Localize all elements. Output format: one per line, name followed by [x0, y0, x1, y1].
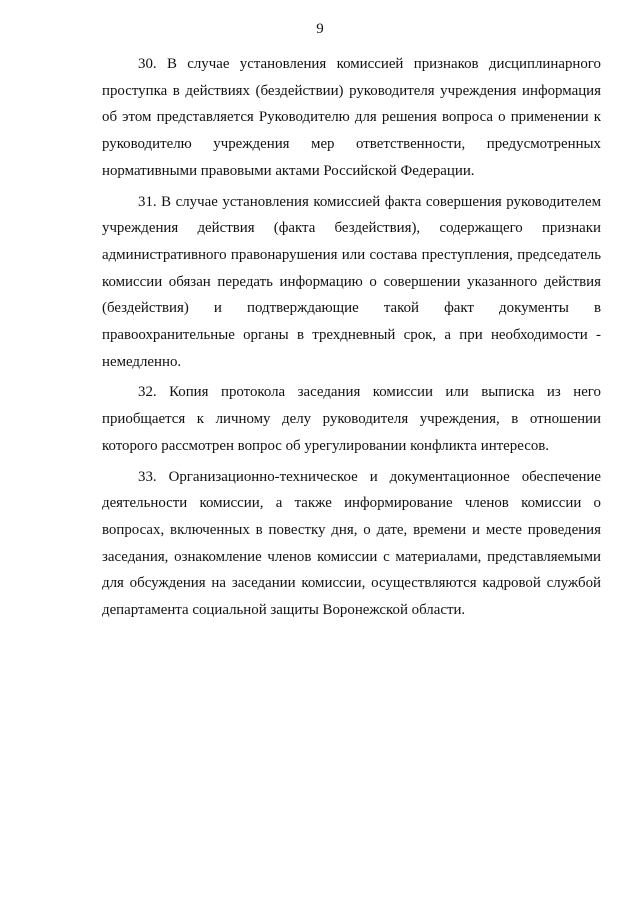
document-body — [102, 51, 601, 628]
paragraph-30: 30. В случае установления комиссией признаков дисциплинарного проступка в действиях (бездействии) руководителя учреждения информация об этом представляется Руководителю для решения вопроса о применении к руководителю учреждения мер ответственности, предусмотренных нормативными правовыми актами Российской Федерации. — [102, 56, 601, 179]
page-number: 9 — [316, 21, 324, 37]
paragraph-32: 32. Копия протокола заседания комиссии или выписка из него приобщается к личному делу руководителя учреждения, в отношении которого рассмотрен вопрос об урегулировании конфликта интересов. — [102, 384, 601, 454]
paragraph-31: 31. В случае установления комиссией факта совершения руководителем учреждения действия (факта бездействия), содержащего признаки административного правонарушения или состава преступления, председатель комиссии обязан передать информацию о совершении указанного действия (бездействия) и подтверждающие такой факт документы в правоохранительные органы в трехдневный срок, а при необходимости - немедленно. — [102, 193, 601, 370]
paragraph-33: 33. Организационно-техническое и документационное обеспечение деятельности комиссии, а также информирование членов комиссии о вопросах, включенных в повестку дня, о дате, времени и месте проведения заседания, ознакомление членов комиссии с материалами, представляемыми для обсуждения на заседании комиссии, осуществляются кадровой службой департамента социальной защиты Воронежской области. — [102, 468, 601, 619]
